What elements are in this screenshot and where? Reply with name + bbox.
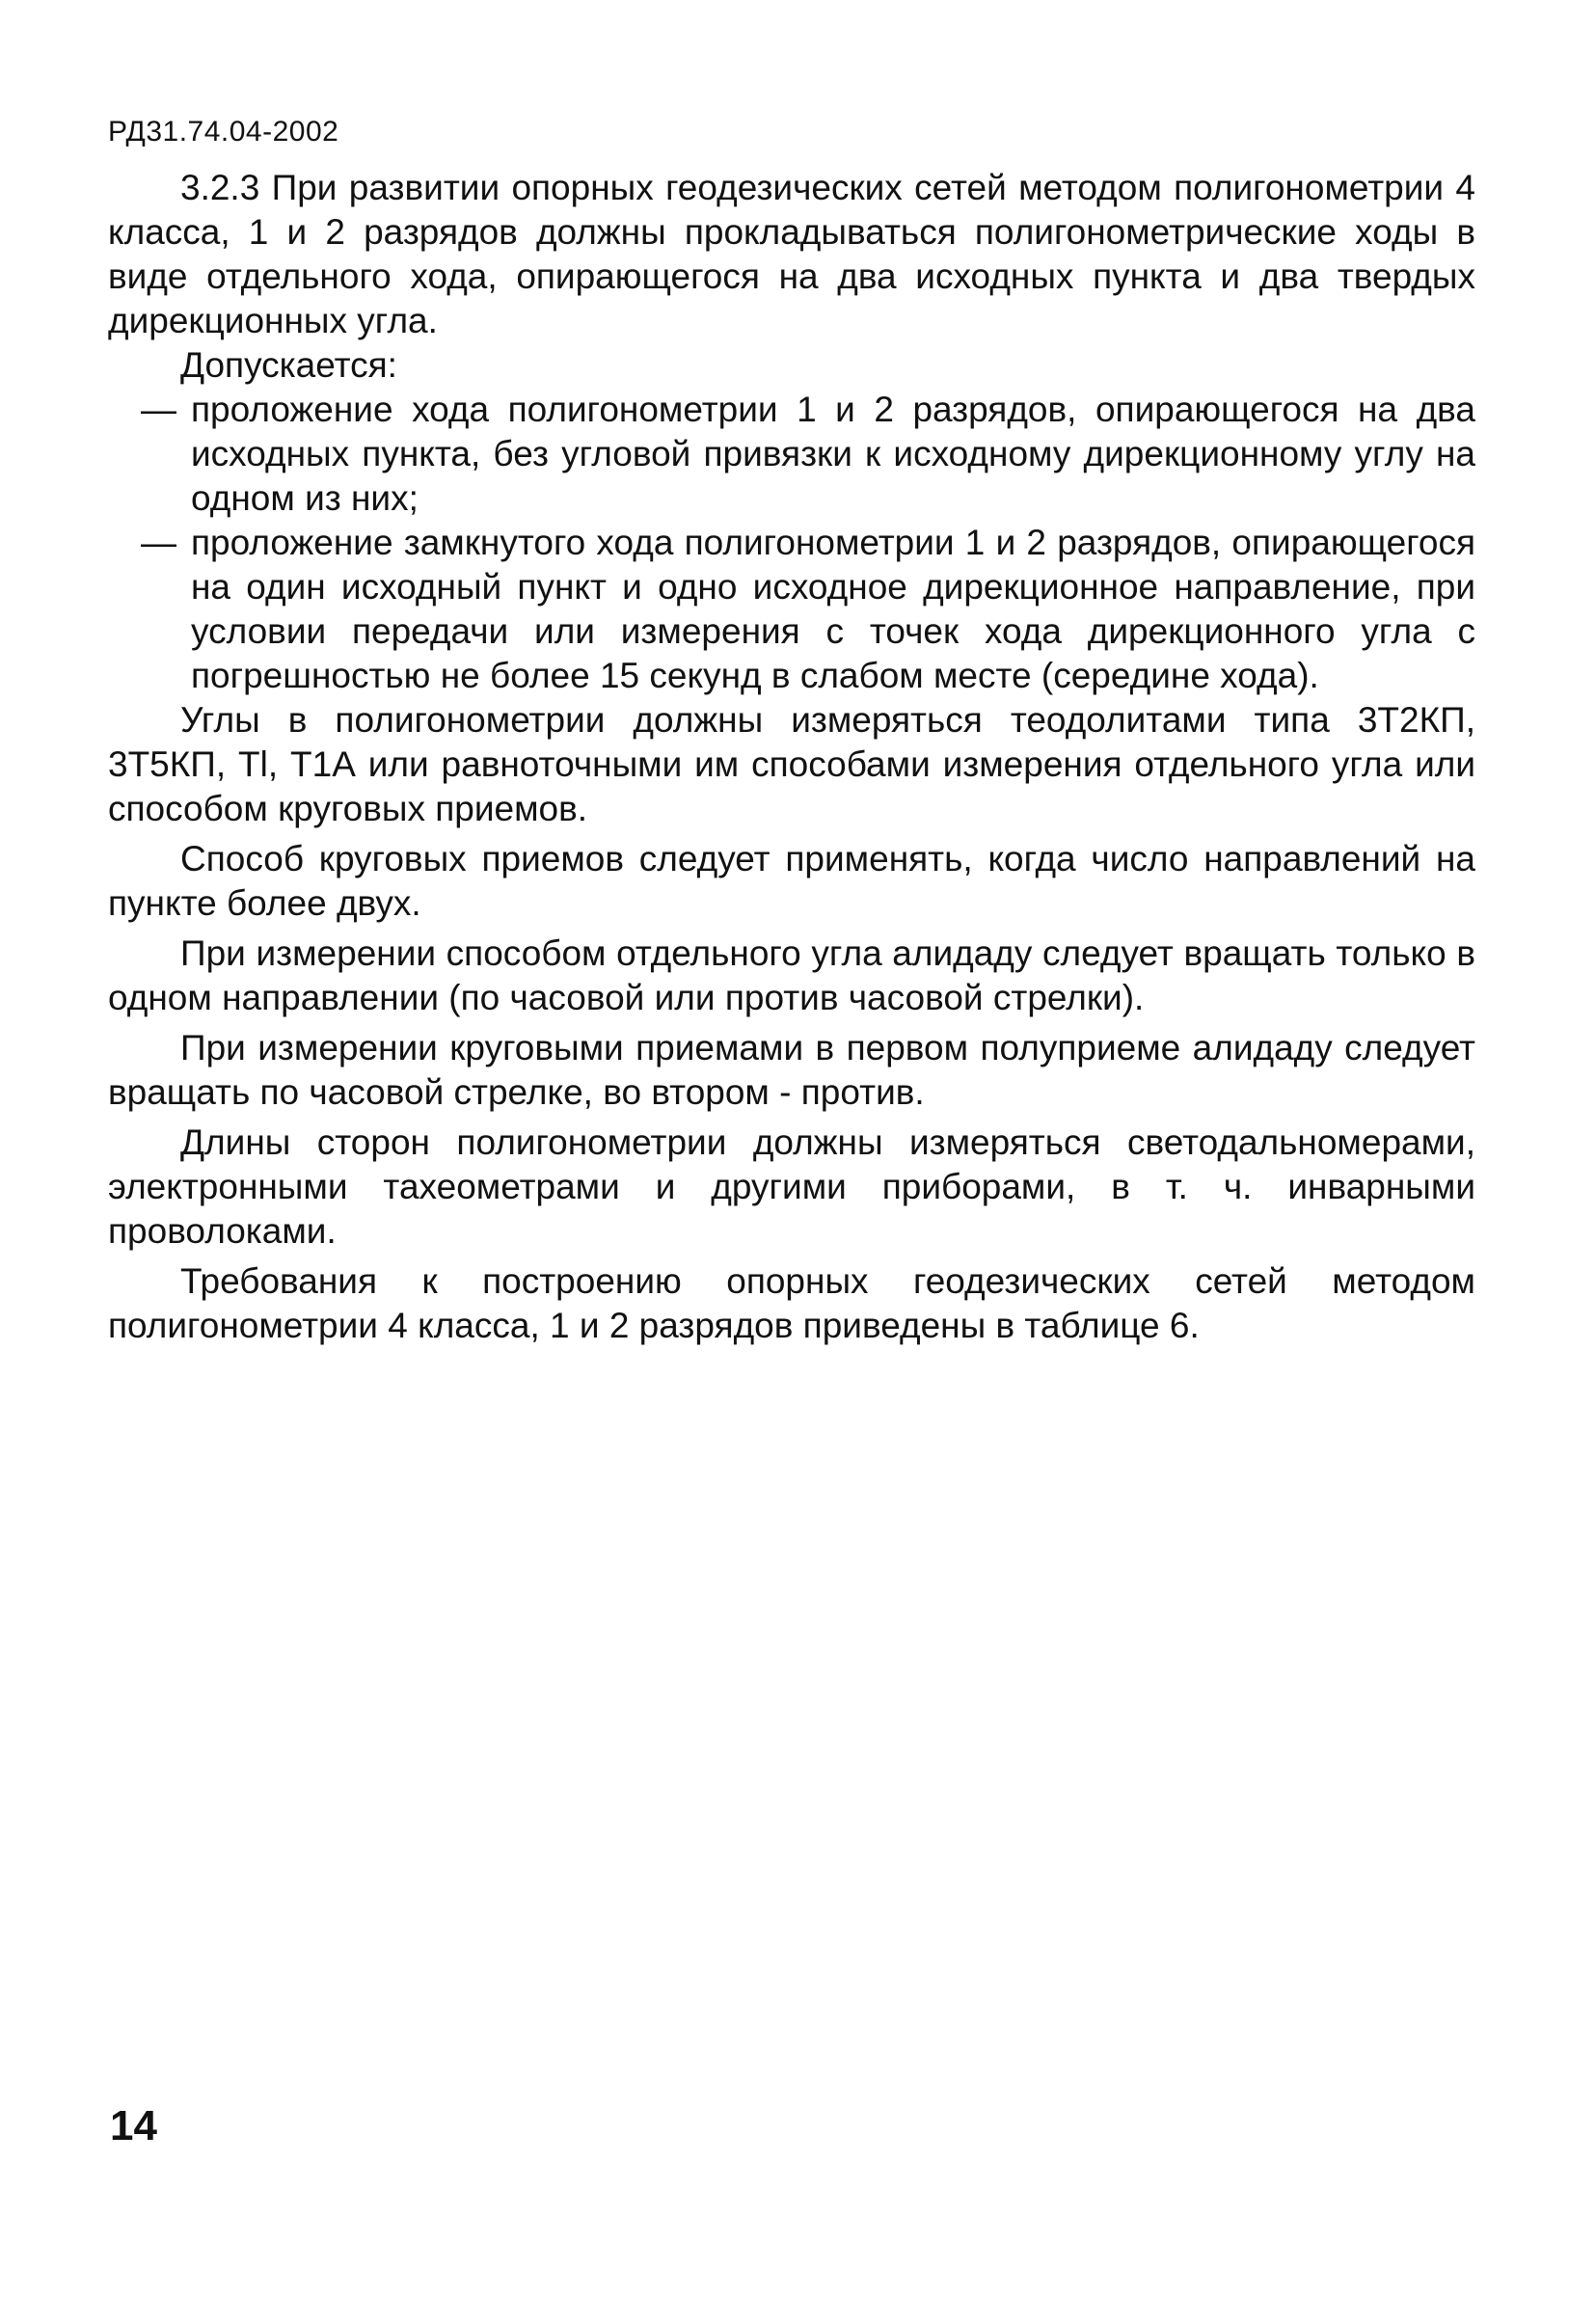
paragraph-requirements: Требования к построению опорных геодезических сетей методом полигонометрии 4 класса, 1 и 2 разрядов приведены в таблице 6.	[108, 1261, 1475, 1345]
paragraph-single-angle: При измерении способом отдельного угла алидаду следует вращать только в одном направлении (по часовой или против часовой стрелки).	[108, 933, 1475, 1017]
paragraph-angles: Углы в полигонометрии должны измеряться теодолитами типа 3Т2КП, 3Т5КП, Tl, Т1А или равноточными им способами измерения отдельного угла или способом круговых приемов.	[108, 700, 1475, 828]
document-code: РД31.74.04-2002	[108, 116, 339, 148]
list-dash: —	[141, 523, 176, 562]
list-item-text: проложение замкнутого хода полигонометрии 1 и 2 разрядов, опирающегося на один исходный пункт и одно исходное дирекционное направление, при условии передачи или измерения с точек хода дирекционного угла с погрешностью не более 15 секунд в слабом месте (середине хода).	[191, 523, 1475, 695]
paragraph-circular-rounds: При измерении круговыми приемами в первом полуприеме алидаду следует вращать по часовой стрелке, во втором - против.	[108, 1028, 1475, 1112]
paragraph-side-lengths: Длины сторон полигонометрии должны измеряться светодальномерами, электронными тахеометрами и другими приборами, в т. ч. инварными проволоками.	[108, 1122, 1475, 1251]
list-item-text: проложение хода полигонометрии 1 и 2 разрядов, опирающегося на два исходных пункта, без угловой привязки к исходному дирекционному углу на одном из них;	[191, 390, 1475, 518]
list-item	[108, 388, 1475, 521]
allowed-intro: Допускается:	[180, 345, 397, 385]
paragraph-circular-method: Способ круговых приемов следует применять, когда число направлений на пункте более двух.	[108, 839, 1475, 923]
page-body	[108, 166, 1475, 1348]
paragraph-3-2-3: 3.2.3 При развитии опорных геодезических сетей методом полигонометрии 4 класса, 1 и 2 разрядов должны прокладываться полигонометрические ходы в виде отдельного хода, опирающегося на два исходных пункта и два твердых дирекционных угла.	[108, 168, 1475, 340]
page-number: 14	[110, 2102, 157, 2149]
list-item	[108, 521, 1475, 698]
allowed-list	[108, 388, 1475, 698]
list-dash: —	[141, 390, 176, 429]
